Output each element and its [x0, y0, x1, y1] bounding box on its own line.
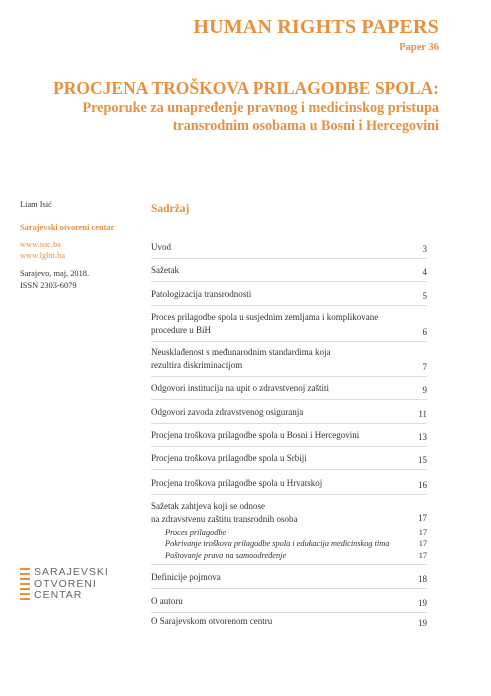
- toc-entry-text-line1: Sažetak zahtjeva koji se odnose: [151, 501, 265, 511]
- toc-subitem-text: Proces prilagodbe: [165, 527, 227, 537]
- logo-line2: OTVORENI: [34, 577, 97, 590]
- issn: ISSN 2303-6079: [20, 281, 77, 291]
- toc-entry-text: [151, 500, 391, 526]
- toc-entry-text: Uvod: [151, 241, 171, 252]
- toc-entry-text: O Sarajevskom otvorenom centru: [151, 615, 273, 626]
- toc-entry-page: 5: [422, 291, 427, 301]
- toc-entry-text: Sažetak: [151, 264, 179, 275]
- organization-name: Sarajevski otvoreni centar: [20, 223, 115, 232]
- logo-line1: SARAJEVSKI: [34, 566, 109, 578]
- place-date: Sarajevo, maj, 2018.: [20, 268, 90, 278]
- toc-entry-uvod[interactable]: [151, 235, 427, 259]
- paper-number: Paper 36: [399, 42, 439, 53]
- toc-entry-procjena-srbija[interactable]: [151, 446, 427, 470]
- publication-info: [20, 200, 140, 293]
- toc-entry-text: Proces prilagodbe spola u susjednim zemljama i komplikovane procedure u BiH: [151, 311, 379, 335]
- toc-subitem[interactable]: [151, 550, 427, 561]
- toc-entry-patologizacija[interactable]: [151, 281, 427, 306]
- toc-entry-neuskladenost[interactable]: [151, 341, 427, 377]
- toc-entry-o-autoru[interactable]: [151, 588, 427, 613]
- link-lgbti[interactable]: www.lgbti.ba: [20, 250, 66, 260]
- link-soc[interactable]: www.soc.ba: [20, 240, 61, 249]
- toc-entry-text: O autoru: [151, 595, 183, 606]
- toc-entry-text: Patologizacija transrodnosti: [151, 288, 252, 299]
- toc-entry-page: 17: [418, 513, 427, 523]
- toc-entry-proces-susjedne[interactable]: [151, 305, 427, 342]
- toc-entry-page: 13: [418, 432, 427, 442]
- toc-entry-odgovori-zavoda[interactable]: [151, 399, 427, 424]
- toc-entry-text: Definicije pojmova: [151, 571, 221, 582]
- toc-entry-text: Procjena troškova prilagodbe spola u Hrvatskoj: [151, 477, 323, 488]
- toc-entry-text-line2: na zdravstvenu zaštitu transrodnih osoba: [151, 514, 298, 525]
- toc-subitem-text: Poštovanje prava na samoodređenje: [165, 550, 287, 560]
- title-subtitle-line2: transrodnim osobama u Bosni i Hercegovini: [172, 118, 439, 135]
- toc-entry-page: 15: [418, 455, 427, 465]
- logo-wordmark: [34, 567, 109, 602]
- title-main: PROCJENA TROŠKOVA PRILAGODBE SPOLA:: [53, 78, 439, 98]
- toc-entry-procjena-hrvatska[interactable]: [151, 469, 427, 495]
- toc-entry-page: 7: [422, 362, 427, 372]
- logo-line3: CENTAR: [34, 589, 83, 601]
- toc-subitem-page: 17: [418, 550, 427, 560]
- series-title: HUMAN RIGHTS PAPERS: [193, 16, 439, 38]
- toc-entry-text: Neusklađenost s međunarodnim standardima koja rezultira diskriminacijom: [151, 346, 331, 370]
- document-title: [20, 78, 439, 135]
- toc-entry-text: Odgovori zavoda zdravstvenog osiguranja: [151, 406, 304, 417]
- toc-entry-page: 19: [418, 598, 427, 608]
- title-subtitle-line1: Preporuke za unapređenje pravnog i medicinskog pristupa: [82, 100, 439, 117]
- toc-entry-sazetak-zahtjeva[interactable]: [151, 494, 427, 565]
- toc-entry-page: 19: [418, 618, 427, 628]
- toc-entry-page: 9: [422, 385, 427, 395]
- toc-entry-page: 4: [422, 267, 427, 277]
- toc-entry-text: Procjena troškova prilagodbe spola u Srbiji: [151, 452, 307, 463]
- toc-entry-page: 11: [418, 409, 427, 419]
- toc-entry-page: 18: [418, 574, 427, 584]
- toc-entry-procjena-bih[interactable]: [151, 423, 427, 447]
- toc-entry-text: Procjena troškova prilagodbe spola u Bosni i Hercegovini: [151, 429, 360, 440]
- toc-subitem[interactable]: [151, 538, 427, 549]
- author-name: Liam Isić: [20, 200, 52, 209]
- toc-entry-page: 6: [422, 327, 427, 337]
- toc-entry-page: 16: [418, 480, 427, 490]
- toc-entry-o-soc[interactable]: [151, 612, 427, 632]
- toc-subitem-page: 17: [418, 539, 427, 549]
- toc-subitem-text: Pokrivanje troškova prilagodbe spola i edukacija medicinskog tima: [165, 539, 390, 549]
- toc-entry-definicije[interactable]: [151, 564, 427, 589]
- toc-subitems: [151, 527, 427, 561]
- toc-subitem-page: 17: [418, 527, 427, 537]
- toc-entry-odgovori-institucija[interactable]: [151, 376, 427, 400]
- toc-entry-page: 3: [422, 244, 427, 254]
- toc-entry-text: Odgovori institucija na upit o zdravstvenoj zaštiti: [151, 382, 329, 393]
- toc-entry-sazetak[interactable]: [151, 258, 427, 282]
- logo-mark-icon: [20, 568, 30, 600]
- toc-subitem[interactable]: [151, 527, 427, 538]
- toc-heading: Sadržaj: [151, 203, 190, 215]
